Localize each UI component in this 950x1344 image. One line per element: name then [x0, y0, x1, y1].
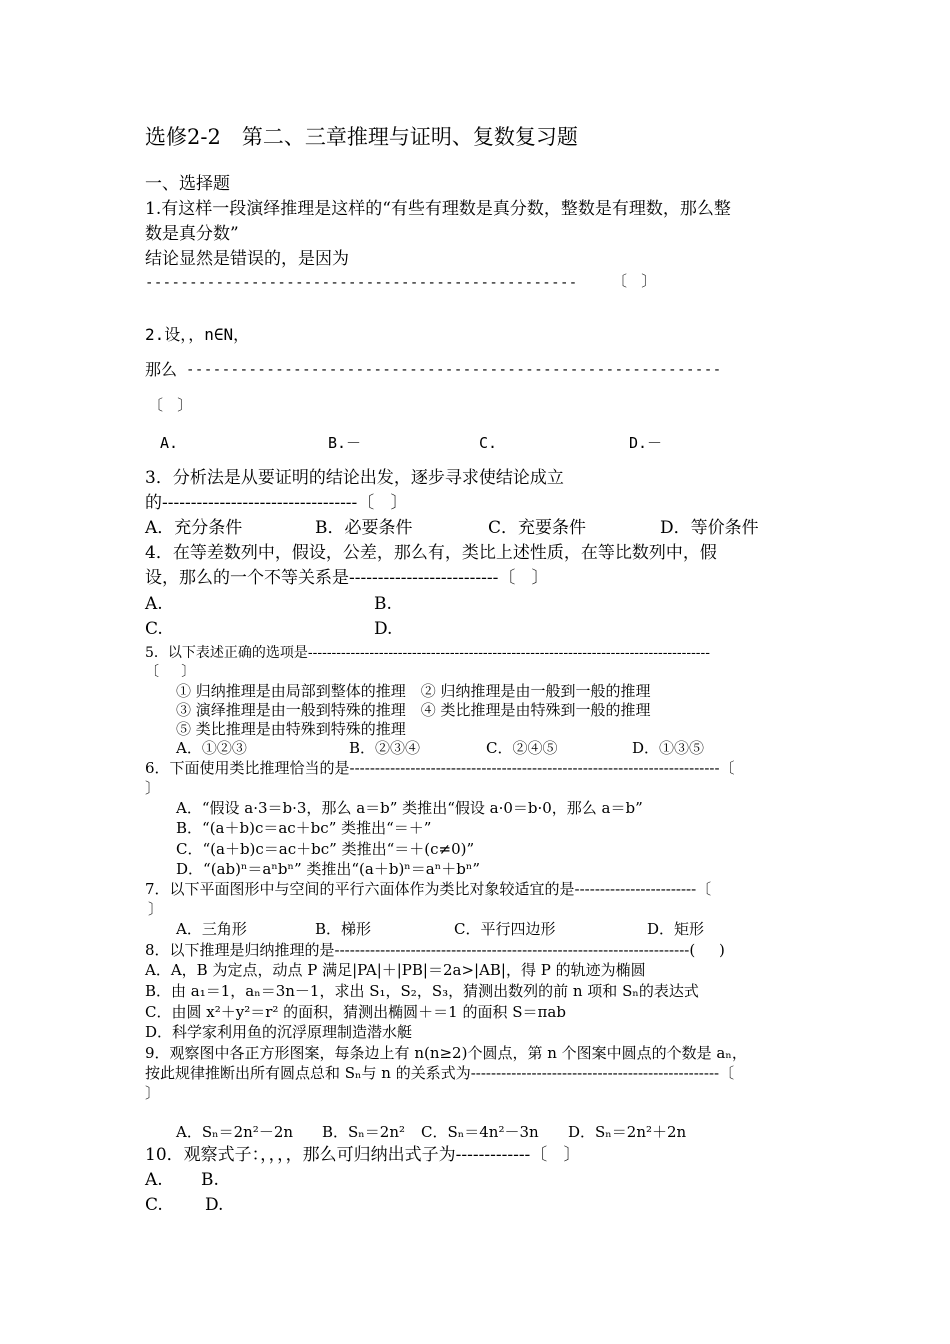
question-7-text: 7．以下平面图形中与空间的平行六面体作为类比对象较适宜的是------------------------〔: [145, 880, 712, 898]
question-1-text-line-3: 结论显然是错误的，是因为: [145, 249, 349, 269]
statement-line: ⑤ 类比推理是由特殊到特殊的推理: [176, 720, 406, 738]
option-a: A.: [145, 1170, 163, 1190]
option-d: D.－: [629, 434, 663, 452]
question-9-text-line-2: 按此规律推断出所有圆点总和 Sₙ与 n 的关系式为-------------------------------------------------〔: [145, 1064, 735, 1082]
option-c: C．充要条件: [488, 518, 587, 538]
question-8-text: 8．以下推理是归纳推理的是----------------------------------------------------------------------( ): [145, 941, 725, 959]
statement-line: ① 归纳推理是由局部到整体的推理 ② 归纳推理是由一般到一般的推理: [176, 682, 651, 700]
option-b: B.: [374, 594, 392, 614]
question-1-text-line-1: 1.有这样一段演绎推理是这样的“有些有理数是真分数，整数是有理数，那么整: [145, 199, 731, 219]
option-d: D．“(ab)ⁿ＝aⁿbⁿ” 类推出“(a＋b)ⁿ＝aⁿ＋bⁿ”: [176, 860, 480, 878]
option-b: B．由 a₁＝1，aₙ＝3n－1，求出 S₁，S₂，S₃，猜测出数列的前 n 项和 Sₙ的表达式: [145, 982, 699, 1000]
question-4-text-line-2: 设，那么的一个不等关系是--------------------------〔 〕: [145, 568, 549, 588]
answer-bracket: 〕: [145, 779, 161, 797]
option-a: A.: [145, 594, 163, 614]
question-2-lead: 那么: [145, 360, 178, 379]
question-3-text-line-2: 的----------------------------------〔 〕: [145, 493, 408, 513]
statement-line: ③ 演绎推理是由一般到特殊的推理 ④ 类比推理是由特殊到一般的推理: [176, 701, 651, 719]
page-title: 选修2-2 第二、三章推理与证明、复数复习题: [145, 125, 578, 149]
option-d: D．Sₙ＝2n²＋2n: [568, 1123, 687, 1141]
option-a: A．“假设 a·3＝b·3，那么 a＝b” 类推出“假设 a·0＝b·0，那么 a＝b”: [176, 799, 643, 817]
option-c: C.: [145, 1195, 163, 1215]
option-c: C.: [479, 434, 498, 452]
answer-dash-line: ------------------------------------------------------------: [186, 362, 722, 378]
option-c: C.: [145, 619, 163, 639]
option-c: C．Sₙ＝4n²－3n: [421, 1123, 539, 1141]
option-d: D．①③⑤: [632, 739, 705, 757]
answer-bracket: 〕: [145, 1084, 161, 1102]
option-a: A.: [160, 434, 179, 452]
option-c: C．平行四边形: [454, 920, 556, 938]
option-b: B．“(a＋b)c＝ac＋bc” 类推出“＝＋”: [176, 819, 432, 837]
question-5-text: 5．以下表述正确的选项是-------------------------------------------------------------------------------------: [145, 645, 710, 661]
option-b: B．梯形: [315, 920, 372, 938]
option-a: A．Sₙ＝2n²－2n: [176, 1123, 294, 1141]
answer-bracket: 〔 〕: [145, 664, 196, 680]
question-4-text-line-1: 4．在等差数列中，假设，公差，那么有，类比上述性质，在等比数列中，假: [145, 543, 717, 563]
question-2-text: 2.设，，n∈N，: [145, 325, 250, 344]
option-b: B.: [201, 1170, 219, 1190]
answer-bracket: 〔 〕: [148, 396, 193, 414]
option-a: A．充分条件: [145, 518, 243, 538]
option-a: A．①②③: [176, 739, 247, 757]
option-b: B．Sₙ＝2n²: [322, 1123, 406, 1141]
option-b: B.－: [328, 434, 362, 452]
option-d: D.: [374, 619, 393, 639]
option-d: D．等价条件: [660, 518, 759, 538]
question-9-text-line-1: 9．观察图中各正方形图案，每条边上有 n(n≥2)个圆点，第 n 个图案中圆点的个数是 aₙ，: [145, 1044, 747, 1062]
section-heading: 一、选择题: [145, 174, 230, 194]
option-b: B．②③④: [349, 739, 421, 757]
question-10-text: 10．观察式子：，，，，那么可归纳出式子为-------------〔 〕: [145, 1145, 581, 1165]
option-d: D.: [205, 1195, 224, 1215]
question-6-text: 6．下面使用类比推理恰当的是-------------------------------------------------------------------------〔: [145, 759, 735, 777]
option-c: C．“(a＋b)c＝ac＋bc” 类推出“＝＋(c≠0)”: [176, 840, 475, 858]
option-b: B．必要条件: [315, 518, 413, 538]
option-a: A．三角形: [176, 920, 247, 938]
option-a: A．A，B 为定点，动点 P 满足|PA|＋|PB|＝2a>|AB|，得 P 的轨迹为椭圆: [145, 961, 646, 979]
answer-bracket: 〕: [148, 900, 164, 918]
question-3-text-line-1: 3．分析法是从要证明的结论出发，逐步寻求使结论成立: [145, 468, 564, 488]
option-d: D．矩形: [647, 920, 705, 938]
answer-bracket: 〔 〕: [612, 272, 657, 290]
option-d: D．科学家利用鱼的沉浮原理制造潜水艇: [145, 1023, 413, 1041]
option-c: C．由圆 x²＋y²＝r² 的面积，猜测出椭圆＋＝1 的面积 S＝πab: [145, 1003, 566, 1021]
question-1-text-line-2: 数是真分数”: [145, 224, 239, 244]
answer-dash-line: -------------------------------------------------: [145, 275, 578, 291]
option-c: C．②④⑤: [486, 739, 558, 757]
